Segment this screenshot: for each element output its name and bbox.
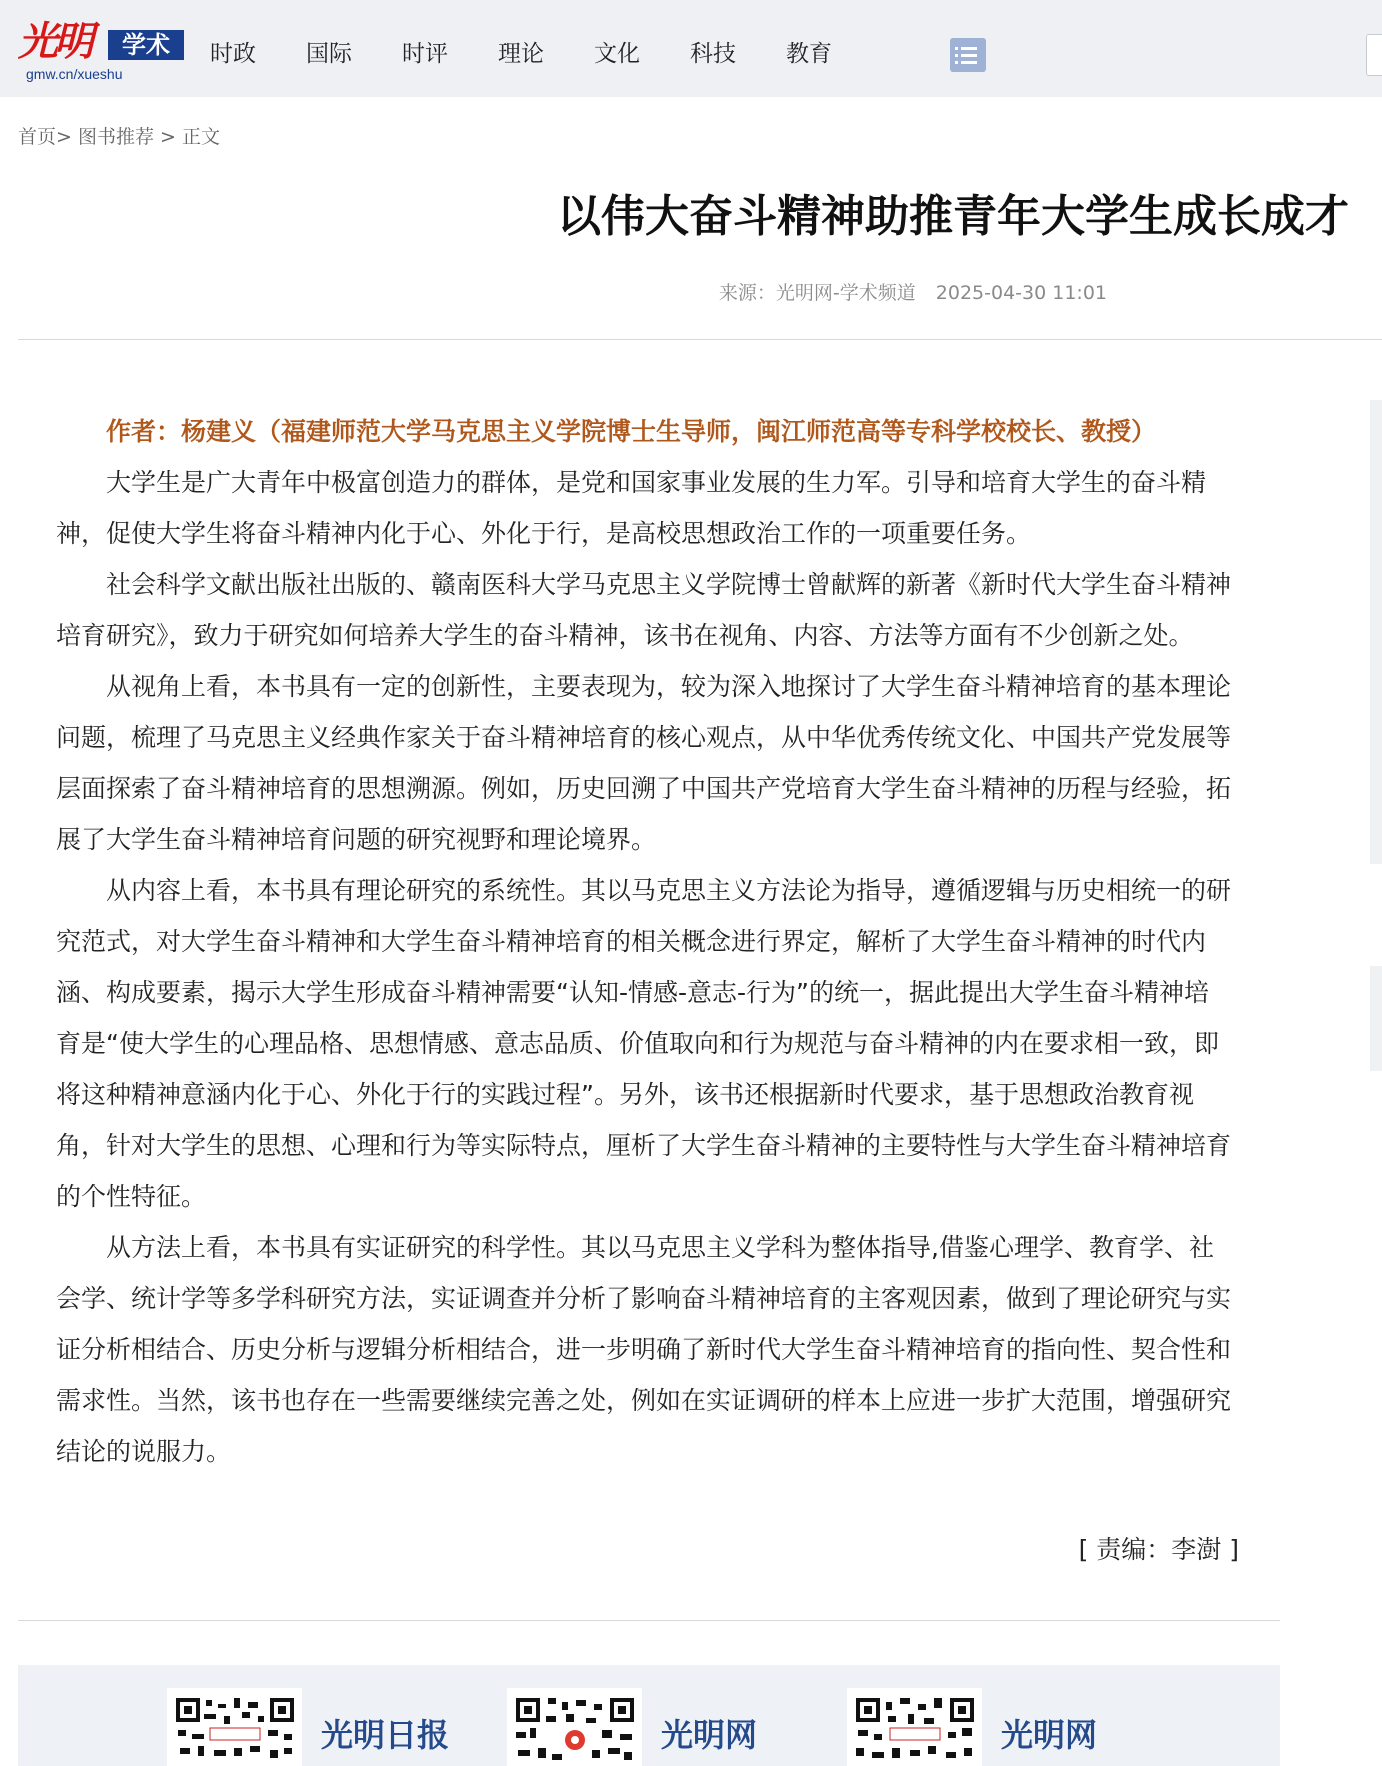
- breadcrumb-home[interactable]: 首页: [18, 126, 57, 148]
- side-scroll-strip: [1370, 966, 1382, 1071]
- nav-item-education[interactable]: 教育: [786, 41, 832, 67]
- qr-code-icon: [847, 1688, 982, 1766]
- article-paragraph: 从方法上看，本书具有实证研究的科学性。其以马克思主义学科为整体指导,借鉴心理学、教育学、社会学、统计学等多学科研究方法，实证调查并分析了影响奋斗精神培育的主客观因素，做到了理论研究与实证分析相结合、历史分析与逻辑分析相结合，进一步明确了新时代大学生奋斗精神培育的指向性、契合性和需求性。当然，该书也存在一些需要继续完善之处，例如在实证调研的样本上应进一步扩大范围，增强研究结论的说服力。: [56, 1233, 1232, 1466]
- header-divider: [18, 339, 1382, 340]
- menu-dot: [955, 61, 958, 64]
- list-menu-icon[interactable]: [950, 38, 986, 72]
- article-paragraph: 从内容上看，本书具有理论研究的系统性。其以马克思主义方法论为指导，遵循逻辑与历史相统一的研究范式，对大学生奋斗精神和大学生奋斗精神培育的相关概念进行界定，解析了大学生奋斗精神的时代内涵、构成要素，揭示大学生形成奋斗精神需要“认知-情感-意志-行为”的统一，据此提出大学生奋斗精神培育是“使大学生的心理品格、思想情感、意志品质、价值取向和行为规范与奋斗精神的内在要求相一致，即将这种精神意涵内化于心、外化于行的实践过程”。另外，该书还根据新时代要求，基于思想政治教育视角，针对大学生的思想、心理和行为等实际特点，厘析了大学生奋斗精神的主要特性与大学生奋斗精神培育的个性特征。: [56, 876, 1232, 1211]
- side-scroll-strip: [1370, 400, 1382, 864]
- qr-code-icon: [167, 1688, 302, 1766]
- menu-line: [961, 61, 977, 64]
- logo-url: gmw.cn/xueshu: [26, 66, 123, 82]
- logo-mark: 光明: [18, 18, 90, 65]
- article-author: 作者：杨建义（福建师范大学马克思主义学院博士生导师，闽江师范高等专科学校校长、教授）: [106, 417, 1157, 446]
- site-header: [0, 0, 1382, 97]
- main-nav: [210, 34, 882, 74]
- nav-item-politics[interactable]: 时政: [210, 41, 256, 67]
- article-editor: [ 责编：李澍 ]: [1078, 1535, 1239, 1564]
- search-input[interactable]: [1366, 34, 1382, 76]
- article-paragraph: 大学生是广大青年中极富创造力的群体，是党和国家事业发展的生力军。引导和培育大学生的奋斗精神，促使大学生将奋斗精神内化于心、外化于行，是高校思想政治工作的一项重要任务。: [56, 468, 1207, 548]
- article-paragraph: 从视角上看，本书具有一定的创新性，主要表现为，较为深入地探讨了大学生奋斗精神培育的基本理论问题，梳理了马克思主义经典作家关于奋斗精神培育的核心观点，从中华优秀传统文化、中国共产党发展等层面探索了奋斗精神培育的思想溯源。例如，历史回溯了中国共产党培育大学生奋斗精神的历程与经验，拓展了大学生奋斗精神培育问题的研究视野和理论境界。: [56, 672, 1232, 854]
- article-body: [56, 406, 1231, 1477]
- qr-code-graphic: [856, 1698, 974, 1766]
- breadcrumb-separator: >: [56, 126, 72, 148]
- menu-line: [961, 54, 977, 57]
- nav-item-commentary[interactable]: 时评: [402, 41, 448, 67]
- breadcrumb-category[interactable]: 图书推荐: [77, 126, 154, 148]
- article-date: 2025-04-30 11:01: [935, 282, 1107, 304]
- article-meta: [719, 278, 1107, 305]
- qr-code-graphic: [176, 1698, 294, 1766]
- nav-item-technology[interactable]: 科技: [690, 41, 736, 67]
- menu-dot: [955, 47, 958, 50]
- qr-card-title: 光明网: [1001, 1716, 1098, 1754]
- article-title: 以伟大奋斗精神助推青年大学生成长成才: [557, 191, 1349, 242]
- qr-code-graphic: [516, 1698, 634, 1766]
- footer-divider: [18, 1620, 1280, 1621]
- site-logo[interactable]: [18, 18, 178, 84]
- nav-item-theory[interactable]: 理论: [498, 41, 544, 67]
- menu-dot: [955, 54, 958, 57]
- breadcrumb: [18, 122, 220, 149]
- article-paragraph: 社会科学文献出版社出版的、赣南医科大学马克思主义学院博士曾献辉的新著《新时代大学生奋斗精神培育研究》，致力于研究如何培养大学生的奋斗精神，该书在视角、内容、方法等方面有不少创新之处。: [56, 570, 1232, 650]
- menu-line: [961, 47, 977, 50]
- logo-tag: 学术: [108, 30, 184, 60]
- article-source: 来源：光明网-学术频道: [718, 282, 916, 304]
- qr-card-title: 光明日报: [321, 1716, 450, 1754]
- nav-item-international[interactable]: 国际: [306, 41, 352, 67]
- nav-item-culture[interactable]: 文化: [594, 41, 640, 67]
- breadcrumb-separator: >: [160, 126, 176, 148]
- qr-code-icon: [507, 1688, 642, 1766]
- qr-card-title: 光明网: [661, 1716, 758, 1754]
- breadcrumb-current: 正文: [182, 126, 221, 148]
